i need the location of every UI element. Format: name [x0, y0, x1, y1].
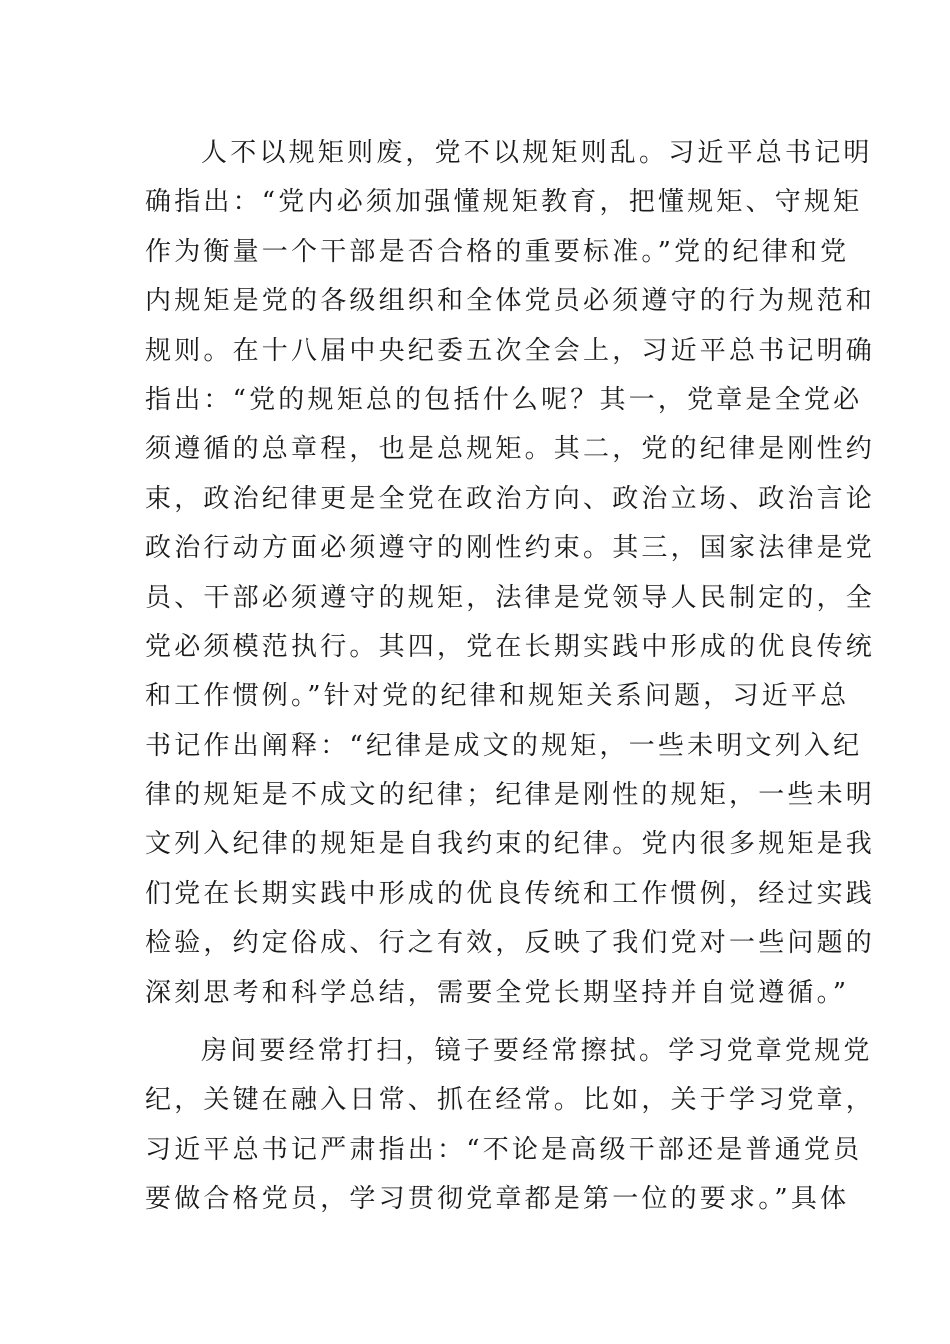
paragraph-line: 房间要经常打扫，镜子要经常擦拭。学习党章党规党 [201, 1036, 873, 1066]
paragraph-line: 书记作出阐释：“纪律是成文的规矩，一些未明文列入纪 [145, 730, 863, 761]
paragraph-line: 习近平总书记严肃指出：“不论是高级干部还是普通党员 [145, 1134, 863, 1165]
paragraph-line: 规则。在十八届中央纪委五次全会上，习近平总书记明确 [145, 335, 876, 366]
paragraph-line: 人不以规矩则废，党不以规矩则乱。习近平总书记明 [201, 138, 873, 168]
paragraph-line: 党必须模范执行。其四，党在长期实践中形成的优良传统 [145, 631, 876, 662]
paragraph-line: 确指出：“党内必须加强懂规矩教育，把懂规矩、守规矩 [145, 187, 863, 218]
paragraph-line: 员、干部必须遵守的规矩，法律是党领导人民制定的，全 [145, 582, 876, 613]
paragraph-line: 须遵循的总章程，也是总规矩。其二，党的纪律是刚性约 [145, 434, 876, 465]
paragraph-line: 政治行动方面必须遵守的刚性约束。其三，国家法律是党 [145, 533, 876, 564]
paragraph-line: 律的规矩是不成文的纪律；纪律是刚性的规矩，一些未明 [145, 780, 876, 811]
paragraph-1 [145, 129, 876, 1018]
paragraph-line: 要做合格党员，学习贯彻党章都是第一位的要求。”具体 [145, 1184, 850, 1215]
paragraph-line: 作为衡量一个干部是否合格的重要标准。”党的纪律和党 [145, 236, 850, 267]
paragraph-line: 内规矩是党的各级组织和全体党员必须遵守的行为规范和 [145, 286, 876, 317]
paragraph-line: 深刻思考和科学总结，需要全党长期坚持并自觉遵循。” [145, 977, 850, 1008]
paragraph-line: 束，政治纪律更是全党在政治方向、政治立场、政治言论 [145, 483, 876, 514]
paragraph-line: 指出：“党的规矩总的包括什么呢？其一，党章是全党必 [145, 384, 863, 415]
paragraph-line: 纪，关键在融入日常、抓在经常。比如，关于学习党章， [145, 1085, 876, 1116]
paragraph-line: 文列入纪律的规矩是自我约束的纪律。党内很多规矩是我 [145, 829, 876, 860]
paragraph-2 [145, 1027, 876, 1225]
paragraph-line: 检验，约定俗成、行之有效，反映了我们党对一些问题的 [145, 928, 876, 959]
paragraph-line: 和工作惯例。”针对党的纪律和规矩关系问题，习近平总 [145, 681, 850, 712]
paragraph-line: 们党在长期实践中形成的优良传统和工作惯例，经过实践 [145, 878, 876, 909]
